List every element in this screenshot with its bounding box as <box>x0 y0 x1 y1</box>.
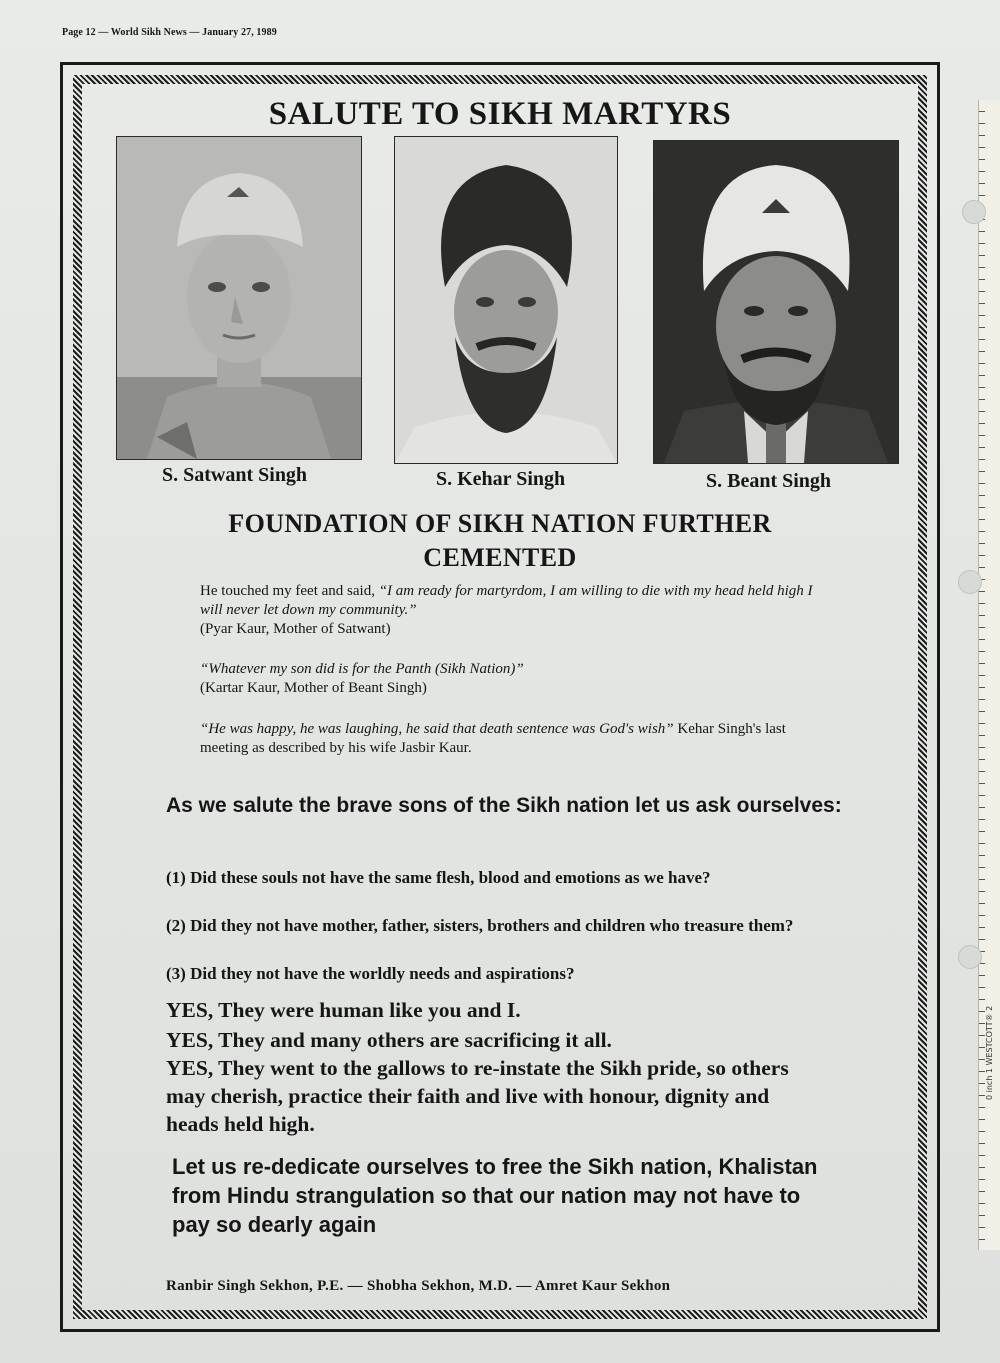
portrait-beant-singh <box>653 140 899 464</box>
quote-kartar-kaur <box>200 660 820 698</box>
yes-line-3: YES, They went to the gallows to re-instate the Sikh pride, so others may cherish, practice their faith and live with honour, dignity and heads held high. <box>166 1056 789 1136</box>
binder-hole <box>958 570 982 594</box>
quote-text: “He was happy, he was laughing, he said that death sentence was God's wish” <box>200 721 674 737</box>
yes-line-2: YES, They and many others are sacrificing it all. <box>166 1028 612 1052</box>
yes-line-1: YES, They were human like you and I. <box>166 998 521 1022</box>
caption-kehar-singh: S. Kehar Singh <box>436 468 566 490</box>
caption-beant-singh: S. Beant Singh <box>706 470 832 492</box>
quote-lead: He touched my feet and said, <box>200 583 379 599</box>
page-header: Page 12 — World Sikh News — January 27, 1989 <box>62 27 277 38</box>
subtitle <box>76 507 924 575</box>
quote-text: “I am ready for martyrdom, I am willing to die with my head held high I will never let down my community.” <box>200 583 813 618</box>
closing-statement: Let us re-dedicate ourselves to free the Sikh nation, Khalistan from Hindu strangulation so that our nation may not have to pay so dearly again <box>172 1154 818 1237</box>
ad-title: SALUTE TO SIKH MARTYRS <box>268 96 732 132</box>
question-3: (3) Did they not have the worldly needs and aspirations? <box>166 964 575 983</box>
quote-source: (Pyar Kaur, Mother of Satwant) <box>200 621 391 637</box>
ruler <box>978 100 1000 1250</box>
subtitle-line-1: FOUNDATION OF SIKH NATION FURTHER <box>228 509 772 538</box>
ruler-label: 0 inch 1 WESTCOTT® 2 <box>985 1005 994 1100</box>
advertisement-content <box>76 80 924 1320</box>
quote-text: “Whatever my son did is for the Panth (Sikh Nation)” <box>200 661 524 677</box>
subtitle-line-2: CEMENTED <box>423 543 577 572</box>
question-2: (2) Did they not have mother, father, sisters, brothers and children who treasure them? <box>166 916 794 935</box>
portrait-kehar-singh <box>394 136 618 464</box>
ask-heading: As we salute the brave sons of the Sikh nation let us ask ourselves: <box>166 794 842 817</box>
binder-hole <box>962 200 986 224</box>
quote-jasbir-kaur <box>200 720 820 758</box>
question-1: (1) Did these souls not have the same flesh, blood and emotions as we have? <box>166 868 711 887</box>
caption-satwant-singh: S. Satwant Singh <box>162 464 308 486</box>
signature: Ranbir Singh Sekhon, P.E. — Shobha Sekhon, M.D. — Amret Kaur Sekhon <box>166 1278 671 1294</box>
binder-hole <box>958 945 982 969</box>
portrait-satwant-singh <box>116 136 362 460</box>
quote-source: (Kartar Kaur, Mother of Beant Singh) <box>200 680 427 696</box>
quote-source: Kehar Singh's last meeting as described by his wife Jasbir Kaur. <box>200 721 786 756</box>
quote-pyar-kaur <box>200 582 820 639</box>
